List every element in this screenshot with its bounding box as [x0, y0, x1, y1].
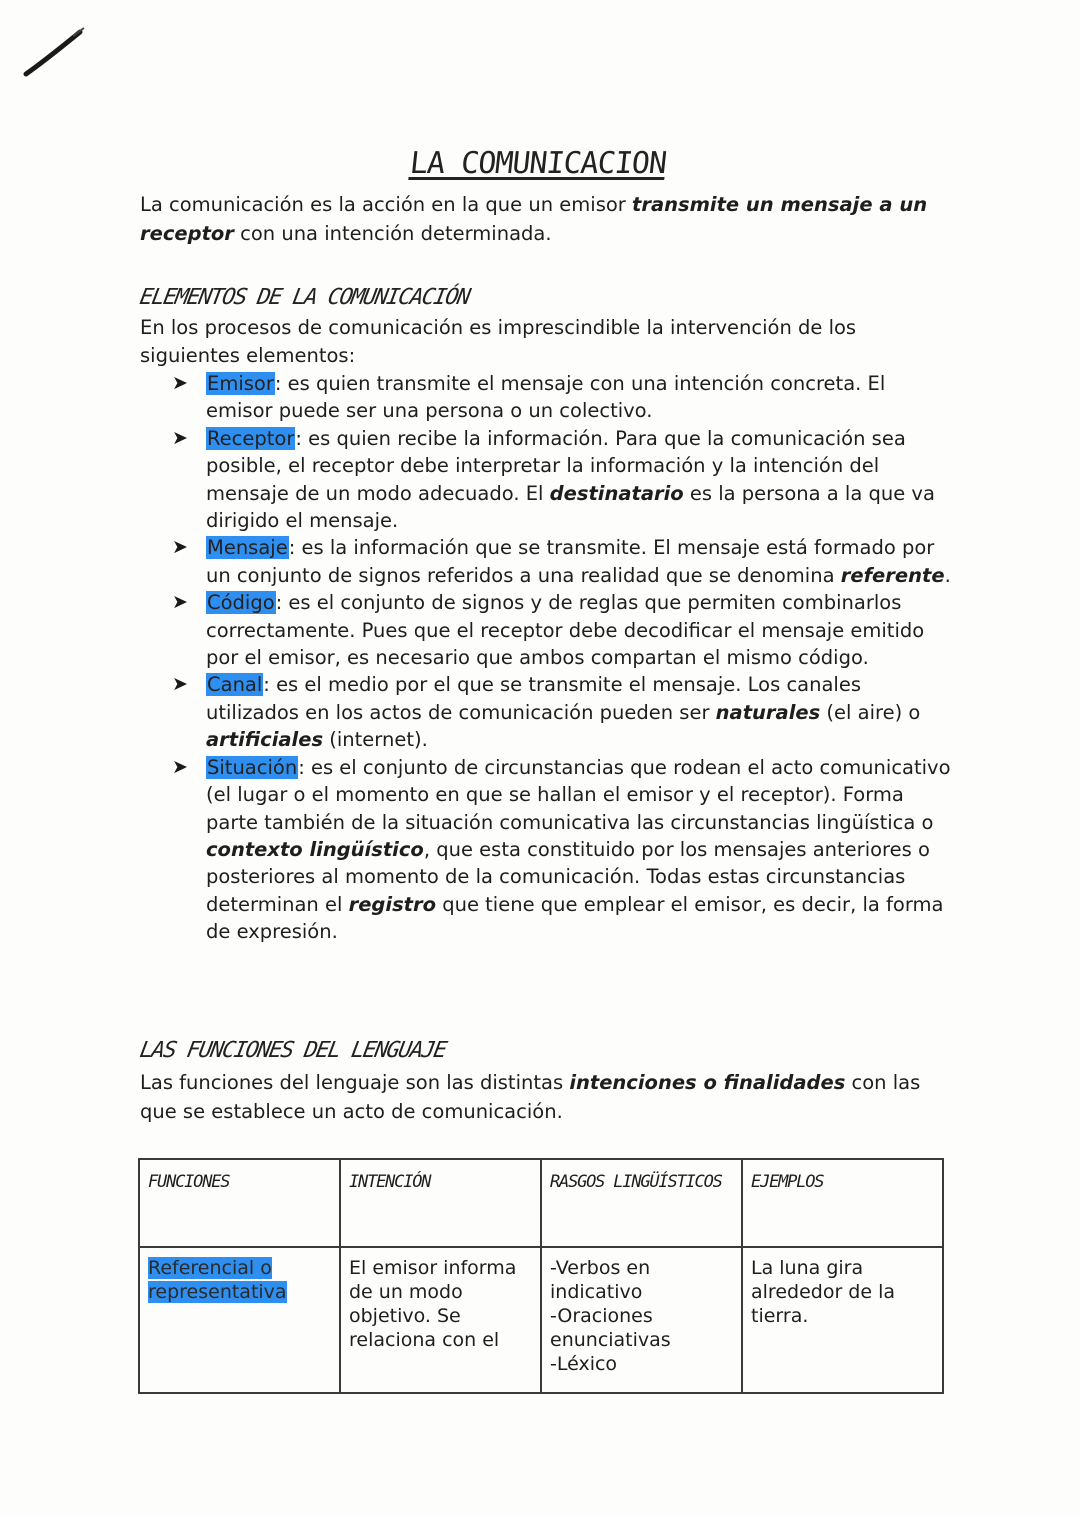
header-intencion: INTENCIÓN [340, 1159, 541, 1247]
rasgo-item: -Léxico [550, 1353, 618, 1375]
arrow-bullet-icon: ➤ [172, 426, 188, 449]
page-title: LA COMUNICACION [408, 146, 668, 181]
functions-emphasis: intenciones o finalidades [569, 1071, 846, 1094]
cell-intencion: El emisor informa de un modo objetivo. Se relaciona con el [340, 1247, 541, 1393]
term-highlight: Mensaje [207, 536, 288, 560]
term-highlight: Situación [207, 755, 298, 779]
term-highlight: Receptor [207, 426, 295, 450]
elements-list [172, 370, 952, 946]
functions-intro: Las funciones del lenguaje son las distintas intenciones o finalidades con las que se establece un acto de comunicación. [140, 1071, 921, 1123]
term-highlight: Emisor [207, 372, 274, 395]
arrow-bullet-icon: ➤ [172, 755, 188, 778]
intro-paragraph: La comunicación es la acción en la que un emisor transmite un mensaje a un receptor con una intención determinada. [140, 193, 928, 245]
table-row [139, 1247, 943, 1393]
list-item-codigo: ➤ Código: es el conjunto de signos y de reglas que permiten combinarlos correctamente. Pues que el receptor debe decodificar el mensaje emitido por el emisor, es necesario que ambos compartan el mismo código. [172, 591, 925, 670]
header-ejemplos: EJEMPLOS [742, 1159, 943, 1247]
header-funciones: FUNCIONES [139, 1159, 340, 1247]
list-item-canal: ➤ Canal: es el medio por el que se transmite el mensaje. Los canales utilizados en los actos de comunicación pueden ser naturales (el aire) o artificiales (internet). [172, 673, 921, 752]
cell-ejemplo: La luna gira alrededor de la tierra. [742, 1247, 943, 1393]
list-item-emisor: ➤ Emisor: es quien transmite el mensaje con una intención concreta. El emisor puede ser una persona o un colectivo. [172, 372, 886, 423]
list-item-mensaje: ➤ Mensaje: es la información que se transmite. El mensaje está formado por un conjunto de signos referidos a una realidad que se denomina referente. [172, 536, 951, 587]
functions-table [138, 1158, 944, 1394]
functions-heading: LAS FUNCIONES DEL LENGUAJE [137, 1038, 448, 1063]
elements-intro: En los procesos de comunicación es imprescindible la intervención de los siguientes elementos: [140, 316, 857, 367]
cell-funcion [139, 1247, 340, 1393]
term-highlight: Canal [207, 673, 263, 697]
pen-stroke-mark [18, 22, 88, 82]
funcion-highlight: Referencial o representativa [148, 1257, 287, 1303]
arrow-bullet-icon: ➤ [172, 536, 188, 559]
intro-emphasis: transmite un mensaje a un receptor [140, 193, 928, 245]
arrow-bullet-icon: ➤ [172, 372, 188, 394]
elements-heading: ELEMENTOS DE LA COMUNICACIÓN [137, 285, 472, 310]
rasgo-item: -Oraciones enunciativas [550, 1305, 671, 1351]
arrow-bullet-icon: ➤ [172, 673, 188, 696]
list-item-situacion: ➤ Situación: es el conjunto de circunstancias que rodean el acto comunicativo (el lugar o el momento en que se hallan el emisor y el receptor). Forma parte también de la situación comunicativa las circunstancias lingüística o contexto lingüístico, que esta constituido por los mensajes anteriores o posteriores al momento de la comunicación. Todas estas circunstancias determinan el registro que tiene que emplear el emisor, es decir, la forma de expresión. [172, 755, 951, 944]
cell-rasgos [541, 1247, 742, 1393]
list-item-receptor: ➤ Receptor: es quien recibe la información. Para que la comunicación sea posible, el receptor debe interpretar la información y la intención del mensaje de un modo adecuado. El destinatario es la persona a la que va dirigido el mensaje. [172, 426, 935, 533]
header-rasgos: RASGOS LINGÜÍSTICOS [541, 1159, 742, 1247]
arrow-bullet-icon: ➤ [172, 591, 188, 614]
term-highlight: Código [207, 591, 275, 615]
table-header-row [139, 1159, 943, 1247]
rasgo-item: -Verbos en indicativo [550, 1257, 651, 1303]
